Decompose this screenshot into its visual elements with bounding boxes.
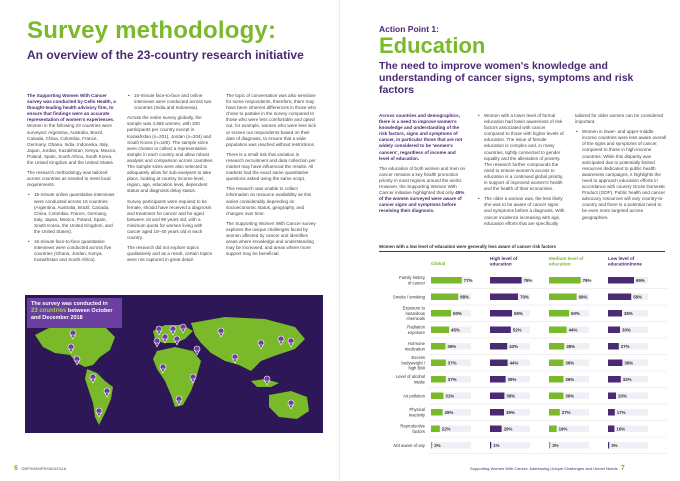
category-label: medication: [404, 346, 425, 352]
pin-spain: [154, 338, 160, 347]
bar-medium-level-of-education: [549, 426, 557, 433]
right-text-column-2: [477, 113, 565, 231]
bar-value-label: 77%: [463, 278, 473, 283]
bar-global: [431, 442, 432, 449]
bar-high-level-of-education: [490, 360, 508, 367]
bar-value-label: 19%: [558, 426, 568, 432]
bar-value-label: 55%: [514, 311, 523, 316]
chart-rule: [379, 251, 665, 252]
bar-value-label: 79%: [523, 278, 533, 283]
category-label: factors: [412, 428, 425, 434]
group-header-high-level-of-education: education: [490, 261, 512, 267]
bar-value-label: 1%: [493, 443, 500, 448]
section-kicker: Action Point 1:: [379, 24, 439, 34]
right-text-column-3: [575, 113, 667, 225]
eligibility-paragraph: Survey participants were required to be female, should have received a diagnosis and treatment for cancer and be aged between 18 and 99 years old, with a minimum quota for women living with cancer aged 18–40 years old in each country.: [127, 198, 212, 241]
bar-value-label: 50%: [571, 311, 580, 316]
bar-value-label: 39%: [507, 377, 517, 382]
bar-value-label: 27%: [561, 410, 571, 415]
bar-value-label: 50%: [453, 311, 462, 316]
category-label: bodyweight /: [401, 360, 425, 366]
callout-text-post: between October and December 2018: [31, 308, 113, 321]
bar-medium-level-of-education: [549, 310, 569, 317]
callout-text-pre: The survey was conducted in: [31, 301, 108, 307]
bar-low-level-of-education-none: [608, 360, 622, 367]
group-header-medium-level-of-education: education: [549, 261, 571, 267]
document-code: GBPSIM/NPR/0619/0118: [21, 466, 67, 471]
bar-high-level-of-education: [490, 376, 506, 383]
bar-medium-level-of-education: [549, 393, 563, 400]
chart-title: Women with a low level of education were generally less aware of cancer risk factors: [379, 244, 557, 249]
text-column-3: [226, 93, 318, 261]
bar-value-label: 36%: [506, 393, 516, 399]
bar-value-label: 35%: [624, 311, 633, 316]
bar-value-label: 36%: [565, 393, 575, 399]
bar-low-level-of-education-none: [608, 426, 614, 433]
category-label: Physical: [409, 407, 425, 413]
category-label: Exposure to: [402, 305, 425, 311]
bar-medium-level-of-education: [549, 327, 567, 334]
group-header-global: Global: [431, 261, 446, 266]
footer-text: Supporting Women With Cancer: Addressing Unique Challenges and Unmet Needs: [470, 466, 618, 471]
bullet-age: • The older a woman was, the less likely she was to be aware of cancer signs and symptoms before a diagnosis. With cancer incidence increasing with age, education efforts that are specifically: [477, 196, 565, 226]
callout-highlight: 23 countries: [31, 308, 67, 314]
bar-low-level-of-education-none: [608, 327, 620, 334]
bar-medium-level-of-education: [549, 294, 577, 301]
bullet-face-to-face: • 15-minute face-to-face quantitative interviews were conducted across five countries (Ghana, Jordan, Kenya, Kazakhstan and South Africa).: [27, 239, 117, 263]
sensitivity-paragraph: The topic of conversation was also sensitive for some respondents, therefore, there may have been inherent differences in those who chose to partake in the survey compared to those who were less comfortable and opted out, for example, women who were less sick or screen out respondents based on their date of diagnosis, to ensure that a wide population was reached without restrictions.: [226, 93, 317, 147]
category-label: Radiation: [407, 324, 425, 330]
older-women-paragraph: tailored for older women can be considered important.: [575, 113, 664, 125]
bullet-income: • Women in lower- and upper-middle income countries were less aware overall of the signs and symptoms of cancer, compared to those in high-income countries. While this disparity was anticipated due to potentially limited resources dedicated to public health awareness campaigns, it highlights the need to approach education efforts in accordance with country Gross Domestic Product (GDP). Public health and cancer advocacy resources will vary country-to-country and there is a potential need to be even more targeted across geographies.: [575, 129, 667, 220]
right-text-column-1: [379, 113, 467, 219]
bar-high-level-of-education: [490, 409, 504, 416]
bar-global: [431, 343, 445, 350]
bullet-education-level: • Women with a lower level of formal education had lower awareness of risk factors associated with cancer compared to those with higher levels of education. The issue of female education is complex and, in many countries, tightly connected to gender equality and the alleviation of poverty. The research further compounds the need to ensure women's access to education is a continued global priority, in support of improved women's health and the health of their economies.: [477, 113, 565, 192]
bar-high-level-of-education: [490, 294, 518, 301]
page-title: Survey methodology:: [27, 17, 277, 44]
education-paragraph: The education of both women and men on cancer remains a key health promotion priority in most regions around the world. However, the Supporting Women With Cancer initiative highlighted that only: [379, 165, 466, 196]
category-label: Air pollution: [403, 393, 425, 399]
lead-paragraph: The Supporting Women With Cancer survey was conducted by Cello Health, a thought-leading health advisory firm, to ensure that findings were an accurate representation of women's experiences.: [27, 93, 116, 123]
bar-value-label: 3%: [611, 443, 618, 448]
text-column-1: [27, 93, 117, 267]
bar-value-label: 29%: [503, 426, 513, 432]
category-label: Hormone: [407, 341, 425, 347]
asia-shape: [191, 317, 305, 371]
bar-global: [431, 360, 446, 367]
purpose-paragraph: The Supporting Women With Cancer survey explores the unique challenges faced by women affected by cancer and identifies areas where knowledge and understanding may be increased, and areas where more support may be beneficial.: [226, 220, 316, 257]
category-label: Smoke / smoking: [392, 294, 425, 300]
bar-value-label: 43%: [509, 344, 518, 349]
category-label: chemicals: [406, 315, 425, 321]
bar-value-label: 37%: [447, 377, 457, 382]
bar-value-label: 79%: [582, 278, 592, 283]
bar-global: [431, 393, 443, 400]
bar-high-level-of-education: [490, 442, 491, 449]
bar-global: [431, 409, 443, 416]
bar-low-level-of-education-none: [608, 310, 622, 317]
bar-high-level-of-education: [490, 343, 507, 350]
bar-value-label: 17%: [616, 410, 626, 415]
bar-global: [431, 376, 446, 383]
bar-value-label: 44%: [509, 360, 519, 366]
group-header-medium-level-of-education: Medium level of: [549, 256, 584, 261]
bar-value-label: 52%: [512, 327, 522, 333]
bar-low-level-of-education-none: [608, 376, 621, 383]
category-label: high BMI: [408, 365, 425, 371]
bar-high-level-of-education: [490, 393, 504, 400]
right-page-number: 7: [620, 465, 625, 472]
category-label: of cancer: [407, 280, 425, 286]
section-subtitle: The need to improve women's knowledge and understanding of cancer signs, symptoms and risk factors: [379, 60, 634, 96]
right-lead-paragraph: Across countries and demographics, there is a need to improve women's knowledge and understanding of the risk factors, signs and symptoms of cancer, in particular those that are not widely considered to be 'women's cancers', regardless of income and level of education.: [379, 113, 463, 161]
risk-awareness-chart: [379, 254, 669, 454]
bar-value-label: 58%: [633, 294, 642, 300]
bar-global: [431, 277, 462, 284]
bar-medium-level-of-education: [549, 343, 564, 350]
bar-medium-level-of-education: [549, 442, 550, 449]
variation-paragraph: There is a small risk that variation in research recruitment and data collection per market may have influenced the results. All markets had the exact same quantitative questions asked using the same script.: [226, 151, 316, 182]
section-title: Education: [379, 33, 486, 58]
bar-low-level-of-education-none: [608, 294, 631, 301]
category-label: Excess: [411, 355, 425, 361]
bar-low-level-of-education-none: [608, 277, 634, 284]
group-header-high-level-of-education: High level of: [490, 256, 518, 261]
page-subtitle: An overview of the 23-country research initiative: [27, 48, 304, 62]
bullet-mixed: • 15-minute face-to-face and online interviews were conducted across two countries (India and Indonesia).: [127, 93, 217, 111]
page-number: 6: [14, 465, 18, 472]
group-header-low-level-of-education-none: education/none: [608, 261, 642, 267]
bar-global: [431, 294, 458, 301]
category-label: exposure: [407, 329, 425, 335]
methodology-paragraph: The research methodology was tailored across countries as needed to meet local requirements.: [27, 170, 111, 188]
bar-value-label: 3%: [552, 443, 559, 448]
category-label: hazardous: [405, 310, 425, 316]
limitations-paragraph: The research did not explore topics qualitatively and as a result, certain topics were not captured in great detail.: [127, 245, 213, 263]
bar-value-label: 31%: [445, 393, 455, 399]
bar-medium-level-of-education: [549, 409, 560, 416]
bar-value-label: 68%: [460, 294, 469, 300]
bar-value-label: 36%: [565, 377, 575, 382]
bar-value-label: 38%: [566, 344, 575, 349]
bar-value-label: 45%: [451, 327, 460, 333]
bar-medium-level-of-education: [549, 360, 563, 367]
bar-high-level-of-education: [490, 327, 511, 334]
survey-callout: [27, 298, 122, 328]
awareness-stat: 45% of the women surveyed were aware of cancer signs and symptoms before receiving their diagnosis.: [379, 190, 465, 214]
resources-paragraph: This research was unable to collect information on resource availability as this varies considerably depending on socioeconomic status, geography, and changes over time.: [226, 186, 312, 216]
bar-value-label: 20%: [618, 393, 627, 399]
bar-high-level-of-education: [490, 426, 502, 433]
bar-value-label: 32%: [622, 377, 632, 382]
right-footer: [470, 465, 625, 472]
bar-value-label: 37%: [447, 360, 457, 366]
bar-global: [431, 426, 440, 433]
bar-high-level-of-education: [490, 277, 522, 284]
bar-value-label: 27%: [620, 344, 630, 349]
bar-value-label: 36%: [447, 344, 457, 349]
category-label: Not aware of any: [393, 442, 425, 448]
country-list: Women in the following 23 countries were surveyed: Argentina, Australia, Brazil, Canada, China, Colombia, France, Germany, Ghana, India, Indonesia, Italy, Japan, Jordan, Kazakhstan, Kenya, Mexico, Poland, Spain, South Africa, South Korea, the United Kingdom and the United States.: [27, 123, 117, 166]
bar-global: [431, 327, 449, 334]
bar-value-label: 70%: [520, 294, 529, 300]
bar-value-label: 16%: [616, 426, 626, 432]
category-label: Level of alcohol: [395, 374, 425, 380]
category-label: inactivity: [408, 412, 425, 418]
bar-low-level-of-education-none: [608, 442, 609, 449]
bar-medium-level-of-education: [549, 277, 581, 284]
bar-low-level-of-education-none: [608, 409, 615, 416]
category-label: Family history: [399, 275, 425, 281]
bar-low-level-of-education-none: [608, 393, 616, 400]
bullet-online: • 15-minute online quantitative interviews were conducted across 16 countries (Argentina, Australia, Brazil, Canada, China, Colombia, France, Germany, Italy, Japan, Mexico, Poland, Spain, South Korea, the United Kingdom, and the United States).: [27, 192, 117, 235]
bar-global: [431, 310, 451, 317]
category-label: Reproductive: [400, 423, 425, 429]
bar-medium-level-of-education: [549, 376, 563, 383]
bar-value-label: 30%: [622, 327, 631, 333]
group-header-low-level-of-education-none: Low level of: [608, 256, 635, 261]
category-label: intake: [413, 379, 425, 385]
bar-value-label: 36%: [565, 360, 575, 366]
bar-value-label: 35%: [506, 410, 515, 415]
left-footer: [14, 465, 66, 472]
text-column-2: [127, 93, 217, 267]
bar-low-level-of-education-none: [608, 343, 619, 350]
bar-value-label: 69%: [578, 294, 588, 300]
bar-value-label: 36%: [624, 360, 634, 366]
bar-value-label: 65%: [636, 278, 645, 283]
bar-value-label: 2%: [434, 443, 441, 448]
bar-value-label: 44%: [568, 327, 578, 333]
bar-value-label: 22%: [441, 426, 451, 432]
sample-paragraph: Across the entire survey globally, the sample was 4,585 women, with 200 participants per country except in Kazakhstan (n=201), Jordan (n=204) and South Korea (n=180). The sample sizes were chosen to collect a representative sample in each country and allow robust analysis and comparison across countries. The sample sizes were also selected to adequately allow for sub-analyses to take place, looking at country income level, region, age, education level, dependent status and diagnosis delay status.: [127, 115, 214, 194]
bar-high-level-of-education: [490, 310, 512, 317]
pin-italy: [174, 336, 180, 345]
bar-value-label: 29%: [444, 410, 454, 415]
